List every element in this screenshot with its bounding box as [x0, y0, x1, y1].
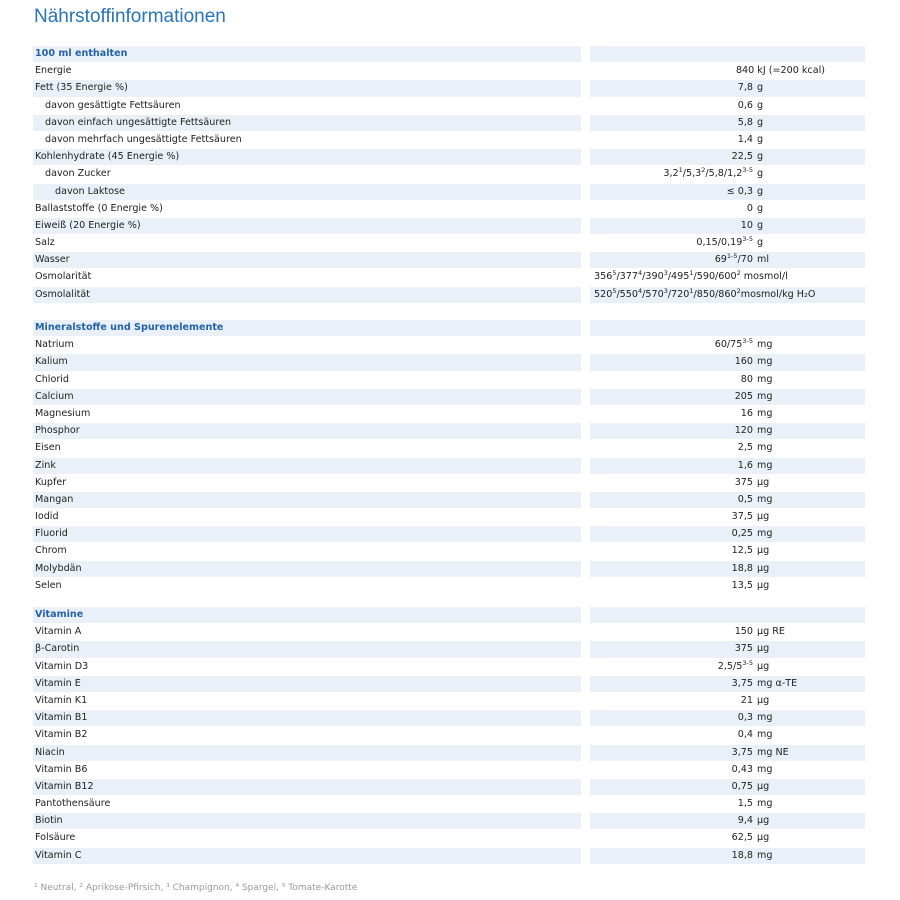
nutrient-row [33, 149, 865, 166]
nutrient-value-cell [590, 132, 865, 148]
nutrient-value: 375 [734, 643, 753, 655]
section-heading-row [33, 320, 865, 337]
section-heading-row [33, 607, 865, 624]
nutrient-value: 12,5 [731, 545, 753, 557]
nutrient-row [33, 80, 865, 97]
nutrient-label: Eiweiß (20 Energie %) [33, 218, 581, 234]
nutrient-row [33, 440, 865, 457]
nutrient-value: 22,5 [731, 151, 753, 163]
nutrient-value: 62,5 [731, 832, 753, 844]
nutrient-row [33, 796, 865, 813]
nutrient-value: 1,4 [737, 133, 753, 145]
nutrient-row [33, 543, 865, 560]
nutrient-value: 1,6 [737, 459, 753, 471]
nutrient-row [33, 676, 865, 693]
nutrient-label: Osmolalität [33, 287, 581, 303]
nutrient-value-cell [590, 406, 865, 422]
section-heading: Mineralstoffe und Spurenelemente [33, 320, 581, 336]
nutrient-value-cell [590, 269, 865, 285]
nutrient-unit: µg [757, 545, 770, 557]
nutrient-row [33, 389, 865, 406]
nutrient-value-cell [590, 184, 865, 200]
nutrient-unit: mg [757, 425, 773, 437]
nutrient-unit: µg [757, 579, 770, 591]
nutrient-value-cell [590, 252, 865, 268]
nutrient-value: 0,75 [731, 780, 753, 792]
nutrient-unit: mg [757, 407, 773, 419]
nutrient-value: $520^5/550^4/570^3/720^1/850/860^2mosmol/kg$ H₂O [594, 286, 816, 300]
footnote: ¹ Neutral, ² Aprikose-Pfirsich, ³ Champignon, ⁴ Spargel, ⁵ Tomate-Karotte [34, 883, 358, 893]
nutrient-unit: mg [757, 373, 773, 385]
nutrient-value: 10 [740, 219, 753, 231]
nutrient-value: 21 [740, 694, 753, 706]
nutrient-row [33, 458, 865, 475]
nutrient-value-cell [590, 779, 865, 795]
nutrient-row [33, 269, 865, 286]
nutrient-label: Salz [33, 235, 581, 251]
nutrient-value-cell [590, 659, 865, 675]
nutrient-unit: g [757, 133, 764, 145]
section-heading-value-cell [590, 46, 865, 62]
nutrient-row [33, 693, 865, 710]
nutrient-label: Selen [33, 578, 581, 594]
nutrient-value-cell [590, 337, 865, 353]
nutrient-row [33, 184, 865, 201]
nutrient-value-cell [590, 98, 865, 114]
nutrient-value: 0,4 [737, 729, 753, 741]
nutrient-row [33, 659, 865, 676]
nutrient-label: davon gesättigte Fettsäuren [33, 98, 581, 114]
nutrient-label: Molybdän [33, 561, 581, 577]
nutrient-row [33, 492, 865, 509]
nutrient-unit: g [757, 99, 764, 111]
nutrient-value: ≤ 0,3 [726, 185, 753, 197]
nutrient-row [33, 762, 865, 779]
nutrient-label: Vitamin B6 [33, 762, 581, 778]
nutrient-value: $356^5/377^4/390^3/495^1/590/600^2$ mosmol/l [594, 269, 788, 283]
nutrient-label: davon Laktose [33, 184, 581, 200]
nutrient-label: Kohlenhydrate (45 Energie %) [33, 149, 581, 165]
nutrient-value: 60/75$^{3-5}$ [714, 337, 753, 351]
section-heading-value-cell [590, 320, 865, 336]
nutrient-label: Vitamin B2 [33, 727, 581, 743]
nutrient-value: 7,8 [737, 82, 753, 94]
nutrient-value-cell [590, 80, 865, 96]
nutrient-row [33, 235, 865, 252]
nutrient-unit: µg [757, 694, 770, 706]
nutrient-label: Folsäure [33, 830, 581, 846]
nutrient-label: Vitamin A [33, 624, 581, 640]
nutrient-row [33, 848, 865, 865]
nutrient-label: Vitamin B1 [33, 710, 581, 726]
nutrient-label: Fluorid [33, 526, 581, 542]
nutrient-value-cell [590, 526, 865, 542]
nutrient-row [33, 218, 865, 235]
nutrient-value-cell [590, 796, 865, 812]
nutrient-row [33, 509, 865, 526]
nutrient-value-cell [590, 762, 865, 778]
nutrient-unit: mg [757, 459, 773, 471]
nutrient-unit: mg [757, 356, 773, 368]
nutrient-label: Phosphor [33, 423, 581, 439]
nutrient-unit: g [757, 219, 764, 231]
nutrient-unit: g [757, 185, 764, 197]
nutrient-label: Vitamin B12 [33, 779, 581, 795]
nutrient-value: 840 kJ (=200 kcal) [735, 65, 825, 77]
nutrient-unit: mg [757, 729, 773, 741]
nutrient-row [33, 745, 865, 762]
section-vitamins [33, 607, 865, 865]
nutrient-label: Zink [33, 458, 581, 474]
nutrient-value: 3,75 [731, 677, 753, 689]
nutrient-row [33, 406, 865, 423]
nutrient-row [33, 727, 865, 744]
nutrient-value: 205 [734, 390, 753, 402]
nutrient-value-cell [590, 830, 865, 846]
nutrient-label: Pantothensäure [33, 796, 581, 812]
nutrient-value: 0,5 [737, 493, 753, 505]
nutrient-value: 0,15/0,19$^{3-5}$ [696, 235, 753, 249]
nutrient-unit: ml [757, 254, 770, 266]
nutrient-label: Kupfer [33, 475, 581, 491]
nutrient-value: 69$^{1-5}$/70 [714, 252, 753, 266]
nutrient-value-cell [590, 287, 865, 303]
nutrient-unit: mg [757, 442, 773, 454]
nutrient-label: β-Carotin [33, 641, 581, 657]
nutrient-value-cell [590, 710, 865, 726]
nutrient-value: 9,4 [737, 815, 753, 827]
nutrient-unit: mg [757, 798, 773, 810]
nutrient-value: 1,5 [737, 798, 753, 810]
nutrient-row [33, 354, 865, 371]
nutrient-label: Natrium [33, 337, 581, 353]
nutrient-unit: g [757, 151, 764, 163]
nutrient-row [33, 115, 865, 132]
nutrient-value-cell [590, 543, 865, 559]
nutrient-value: 0,3 [737, 712, 753, 724]
nutrient-value-cell [590, 372, 865, 388]
nutrient-unit: mg [757, 493, 773, 505]
nutrient-label: Vitamin C [33, 848, 581, 864]
nutrient-unit: µg [757, 562, 770, 574]
nutrient-label: Biotin [33, 813, 581, 829]
nutrient-row [33, 475, 865, 492]
nutrient-unit: µg [757, 643, 770, 655]
nutrient-value-cell [590, 440, 865, 456]
nutrient-label: Ballaststoffe (0 Energie %) [33, 201, 581, 217]
nutrient-label: Eisen [33, 440, 581, 456]
nutrient-value-cell [590, 201, 865, 217]
nutrient-value-cell [590, 624, 865, 640]
nutrient-row [33, 578, 865, 595]
nutrient-label: Energie [33, 63, 581, 79]
section-heading-value-cell [590, 607, 865, 623]
nutrient-label: Calcium [33, 389, 581, 405]
nutrient-unit: µg [757, 511, 770, 523]
nutrient-value-cell [590, 848, 865, 864]
nutrient-value: 13,5 [731, 579, 753, 591]
nutrient-value-cell [590, 63, 865, 79]
nutrient-row [33, 641, 865, 658]
nutrient-value: $3,2^1/5,3^2/5,8/1,2^{3-5}$ [663, 166, 753, 180]
nutrient-value: 375 [734, 476, 753, 488]
nutrient-value: 2,5 [737, 442, 753, 454]
nutrient-unit: g [757, 168, 764, 180]
nutrient-row [33, 624, 865, 641]
nutrient-row [33, 166, 865, 183]
section-heading: Vitamine [33, 607, 581, 623]
nutrient-label: Kalium [33, 354, 581, 370]
nutrient-unit: mg NE [757, 746, 789, 758]
nutrient-value-cell [590, 561, 865, 577]
nutrient-value: 80 [740, 373, 753, 385]
nutrient-unit: µg [757, 780, 770, 792]
nutrient-row [33, 372, 865, 389]
nutrient-label: Niacin [33, 745, 581, 761]
nutrient-value-cell [590, 166, 865, 182]
nutrient-unit: mg [757, 390, 773, 402]
nutrient-row [33, 423, 865, 440]
nutrient-value-cell [590, 475, 865, 491]
nutrient-value: 3,75 [731, 746, 753, 758]
nutrient-row [33, 830, 865, 847]
nutrient-value: 0,25 [731, 528, 753, 540]
nutrient-unit: g [757, 82, 764, 94]
nutrient-value: 18,8 [731, 562, 753, 574]
nutrient-value-cell [590, 813, 865, 829]
nutrient-value-cell [590, 354, 865, 370]
nutrient-value-cell [590, 492, 865, 508]
nutrient-value: 160 [734, 356, 753, 368]
nutrient-unit: mg [757, 849, 773, 861]
nutrient-value-cell [590, 235, 865, 251]
nutrient-value: 0,6 [737, 99, 753, 111]
nutrient-label: Magnesium [33, 406, 581, 422]
nutrient-label: Fett (35 Energie %) [33, 80, 581, 96]
section-heading-row [33, 46, 865, 63]
nutrient-unit: µg [757, 476, 770, 488]
nutrient-unit: mg [757, 528, 773, 540]
nutrient-label: Vitamin E [33, 676, 581, 692]
nutrient-value-cell [590, 727, 865, 743]
nutrient-unit: mg [757, 712, 773, 724]
nutrient-value-cell [590, 641, 865, 657]
nutrient-unit: µg RE [757, 626, 785, 638]
nutrient-value: 18,8 [731, 849, 753, 861]
nutrient-unit: g [757, 202, 764, 214]
nutrient-value-cell [590, 115, 865, 131]
nutrient-row [33, 813, 865, 830]
nutrient-row [33, 337, 865, 354]
nutrient-row [33, 252, 865, 269]
nutrient-label: Iodid [33, 509, 581, 525]
nutrient-value-cell [590, 218, 865, 234]
nutrient-value: 5,8 [737, 116, 753, 128]
nutrient-unit: µg [757, 815, 770, 827]
nutrient-unit: g [757, 237, 764, 249]
nutrient-row [33, 561, 865, 578]
nutrient-value-cell [590, 676, 865, 692]
nutrient-value-cell [590, 423, 865, 439]
nutrient-value-cell [590, 149, 865, 165]
nutrient-value: 0 [746, 202, 753, 214]
nutrient-label: davon einfach ungesättigte Fettsäuren [33, 115, 581, 131]
section-basic-nutrients [33, 46, 865, 304]
nutrient-label: Vitamin K1 [33, 693, 581, 709]
nutrient-unit: µg [757, 660, 770, 672]
nutrient-row [33, 132, 865, 149]
nutrient-unit: mg α-TE [757, 677, 798, 689]
page-title: Nährstoffinformationen [34, 6, 226, 27]
nutrient-row [33, 779, 865, 796]
nutrient-unit: µg [757, 832, 770, 844]
nutrient-label: davon Zucker [33, 166, 581, 182]
nutrient-label: Osmolarität [33, 269, 581, 285]
nutrient-row [33, 710, 865, 727]
nutrient-value-cell [590, 578, 865, 594]
nutrient-value: 120 [734, 425, 753, 437]
nutrient-label: Chrom [33, 543, 581, 559]
nutrient-unit: mg [757, 763, 773, 775]
nutrient-value-cell [590, 389, 865, 405]
nutrient-row [33, 98, 865, 115]
nutrient-label: Wasser [33, 252, 581, 268]
nutrient-label: davon mehrfach ungesättigte Fettsäuren [33, 132, 581, 148]
nutrient-label: Mangan [33, 492, 581, 508]
nutrient-value: 150 [734, 626, 753, 638]
nutrient-row [33, 201, 865, 218]
nutrient-label: Vitamin D3 [33, 659, 581, 675]
nutrient-value: 2,5/5$^{3-5}$ [717, 658, 753, 672]
nutrient-label: Chlorid [33, 372, 581, 388]
nutrient-value: 16 [740, 407, 753, 419]
nutrient-value-cell [590, 509, 865, 525]
nutrient-unit: mg [757, 339, 773, 351]
nutrient-value: 37,5 [731, 511, 753, 523]
nutrient-row [33, 287, 865, 304]
nutrient-value-cell [590, 745, 865, 761]
nutrient-unit: g [757, 116, 764, 128]
nutrient-row [33, 526, 865, 543]
nutrient-value: 0,43 [731, 763, 753, 775]
section-minerals [33, 320, 865, 595]
nutrient-value-cell [590, 458, 865, 474]
nutrient-row [33, 63, 865, 80]
section-heading: 100 ml enthalten [33, 46, 581, 62]
nutrient-value-cell [590, 693, 865, 709]
